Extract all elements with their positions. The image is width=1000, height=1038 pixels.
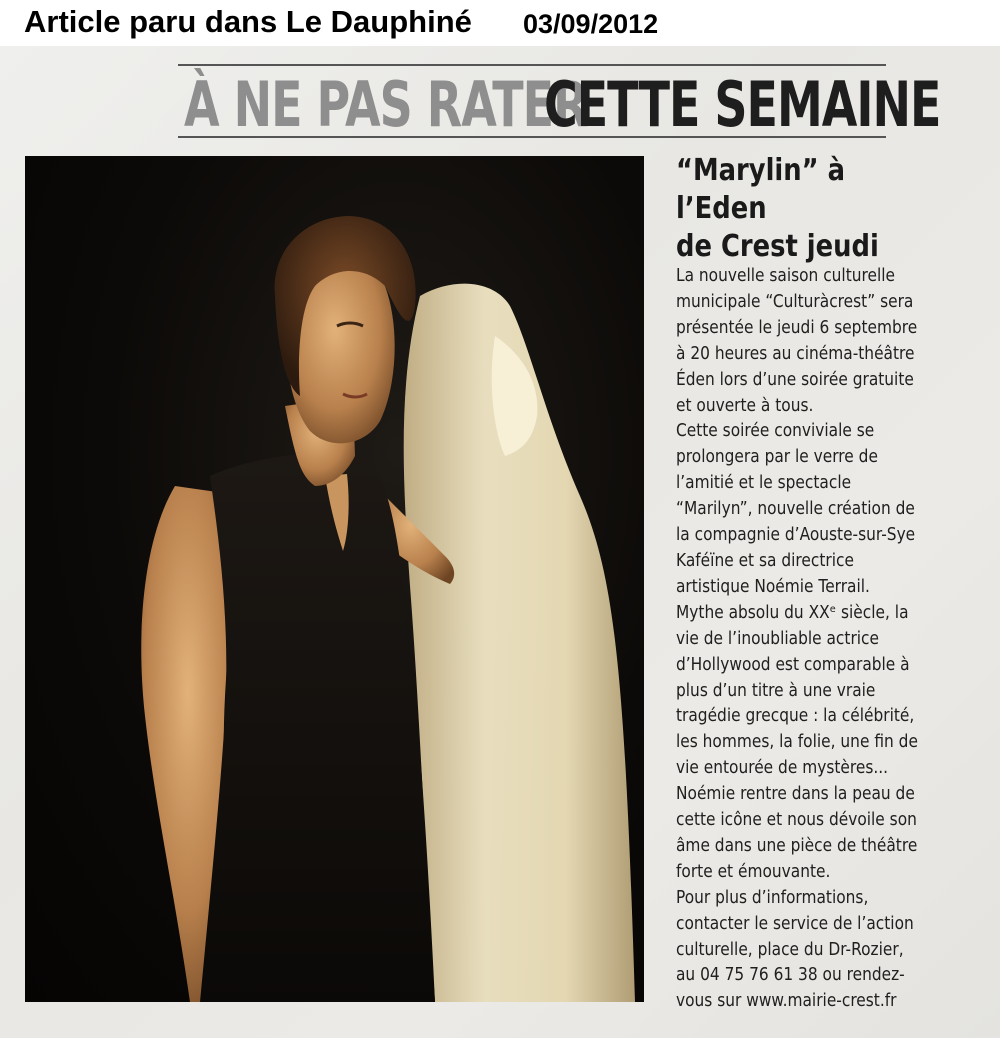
article-line: Pour plus d’informations, — [676, 887, 869, 908]
caption-title: Article paru dans Le Dauphiné — [24, 4, 472, 39]
headline-right: CETTE SEMAINE — [544, 68, 941, 141]
article-line: Noémie rentre dans la peau de — [676, 784, 915, 805]
article-line: vous sur www.mairie-crest.fr — [676, 991, 897, 1012]
article-line: tragédie grecque : la célébrité, — [676, 706, 915, 727]
caption-date: 03/09/2012 — [523, 9, 659, 39]
actress-photo-illustration — [25, 156, 644, 1002]
article-line: Éden lors d’une soirée gratuite — [676, 369, 914, 390]
article-line: forte et émouvante. — [676, 861, 831, 882]
article-line: et ouverte à tous. — [676, 395, 814, 416]
headline-left: À NE PAS RATER — [184, 68, 588, 141]
article-line: vie entourée de mystères... — [676, 758, 889, 779]
article-photo — [25, 156, 644, 1002]
article-line: artistique Noémie Terrail. — [676, 576, 870, 597]
article-line: vie de l’inoubliable actrice — [676, 628, 879, 649]
article-line: l’amitié et le spectacle — [676, 473, 852, 494]
article-line: la compagnie d’Aouste-sur-Sye — [676, 525, 916, 546]
article-line: les hommes, la folie, une fin de — [676, 732, 918, 753]
newspaper-clipping — [0, 46, 1000, 1038]
article-line: cette icône et nous dévoile son — [676, 810, 917, 831]
article-line: Cette soirée conviviale se — [676, 421, 875, 442]
article-line: d’Hollywood est comparable à — [676, 654, 910, 675]
article-line: prolongera par le verre de — [676, 447, 878, 468]
article-line: culturelle, place du Dr-Rozier, — [676, 939, 904, 960]
caption-bar — [0, 0, 1000, 46]
article-line: contacter le service de l’action — [676, 913, 914, 934]
article-line: au 04 75 76 61 38 ou rendez- — [676, 965, 905, 986]
article-line: municipale “Culturàcrest” sera — [676, 291, 914, 312]
article-line: âme dans une pièce de théâtre — [676, 835, 918, 856]
section-headline — [178, 64, 941, 141]
article-line: Kaféïne et sa directrice — [676, 550, 854, 571]
article-title — [676, 152, 934, 266]
article-line: à 20 heures au cinéma-théâtre — [676, 343, 915, 364]
article-line: “Marilyn”, nouvelle création de — [676, 499, 915, 520]
article-title-line: “Marylin” à l’Eden — [676, 153, 845, 226]
article-line: La nouvelle saison culturelle — [676, 266, 896, 286]
article-line: Mythe absolu du XXᵉ siècle, la — [676, 602, 909, 623]
article-body — [676, 264, 966, 1015]
article-title-line: de Crest jeudi — [676, 229, 879, 264]
article-line: plus d’un titre à une vraie — [676, 680, 876, 701]
article-line: présentée le jeudi 6 septembre — [676, 317, 918, 338]
